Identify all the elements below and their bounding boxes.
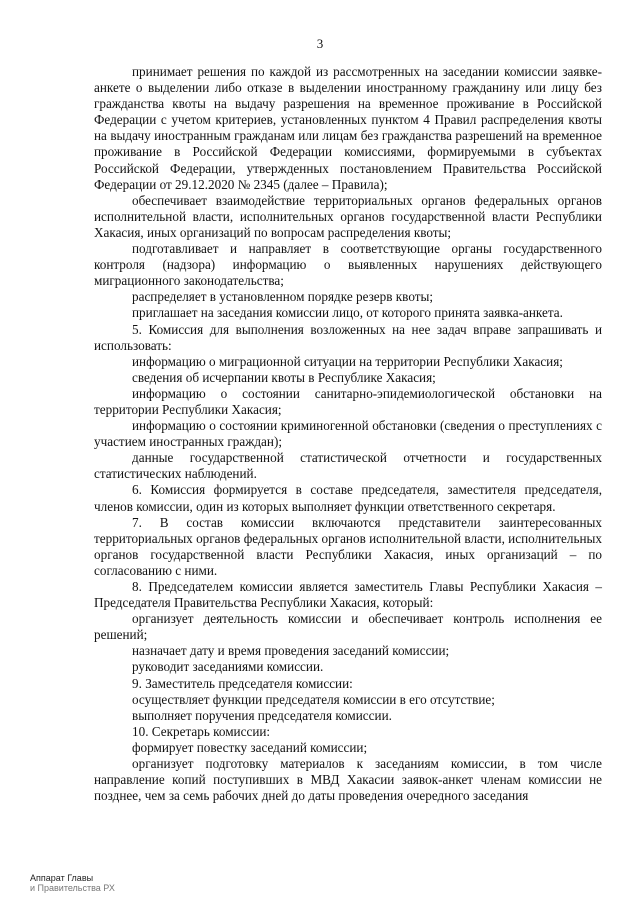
paragraph-leads: руководит заседаниями комиссии. — [132, 659, 324, 675]
paragraph-item-9: 9. Заместитель председателя комиссии: — [132, 675, 353, 691]
paragraph-quota-exhaustion: сведения об исчерпании квоты в Республике Хакасия; — [132, 369, 436, 385]
paragraph-crime-info: информацию о состоянии криминогенной обстановки (сведения о преступлениях с участием иностранных граждан); — [94, 418, 602, 450]
office-stamp — [30, 873, 115, 893]
paragraph-deputy-functions: осуществляет функции председателя комиссии в его отсутствие; — [132, 691, 495, 707]
paragraph-item-8: 8. Председателем комиссии является заместитель Главы Республики Хакасия – Председателя Правительства Республики Хакасия, который: — [94, 579, 602, 611]
paragraph-prepares: подготавливает и направляет в соответствующие органы государственного контроля (надзора) информацию о выявленных нарушениях действующего миграционного законодательства; — [94, 241, 602, 289]
paragraph-agenda: формирует повестку заседаний комиссии; — [132, 739, 368, 755]
paragraph-item-7: 7. В состав комиссии включаются представители заинтересованных территориальных органов федеральных органов исполнительной власти, исполнительных органов государственной власти Республики Хакасия, иных организаций – по согласованию с ними. — [94, 514, 602, 578]
paragraph-statistics: данные государственной статистической отчетности и государственных статистических наблюдений. — [94, 450, 602, 482]
paragraph-organizes: организует деятельность комиссии и обеспечивает контроль исполнения ее решений; — [94, 611, 602, 643]
document-body — [94, 64, 602, 804]
paragraph-deputy-orders: выполняет поручения председателя комиссии. — [132, 707, 392, 723]
paragraph-item-6: 6. Комиссия формируется в составе председателя, заместителя председателя, членов комиссии, один из которых выполняет функции ответственного секретаря. — [94, 482, 602, 514]
stamp-line-1: Аппарат Главы — [30, 873, 94, 883]
paragraph-interaction: обеспечивает взаимодействие территориальных органов федеральных органов исполнительной власти, исполнительных органов государственной власти Республики Хакасия, иных организаций по вопросам распределения квоты; — [94, 192, 602, 240]
paragraph-item-10: 10. Секретарь комиссии: — [132, 723, 271, 739]
paragraph-item-5: 5. Комиссия для выполнения возложенных на нее задач вправе запрашивать и использовать: — [94, 321, 602, 353]
stamp-line-2: и Правительства РХ — [30, 883, 115, 893]
paragraph-decisions: принимает решения по каждой из рассмотренных на заседании комиссии заявке-анкете о выделении либо отказе в выделении иностранному гражданину или лицу без гражданства квоты на выдачу разрешения на временное проживание в Российской Федерации с учетом критериев, установленных пунктом 4 Правил распределения квоты на выдачу иностранным гражданам или лицам без гражданства разрешений на временное проживание в Российской Федерации комиссиями, формируемыми в субъектах Российской Федерации, утвержденных постановлением Правительства Российской Федерации от 29.12.2020 № 2345 (далее – Правила); — [94, 64, 602, 192]
paragraph-schedules: назначает дату и время проведения заседаний комиссии; — [132, 643, 450, 659]
page-number: 3 — [316, 36, 324, 51]
paragraph-invites: приглашает на заседания комиссии лицо, от которого принята заявка-анкета. — [132, 305, 563, 321]
paragraph-sanitary-info: информацию о состоянии санитарно-эпидемиологической обстановки на территории Республики Хакасия; — [94, 385, 602, 417]
paragraph-reserve: распределяет в установленном порядке резерв квоты; — [132, 289, 434, 305]
paragraph-migration-info: информацию о миграционной ситуации на территории Республики Хакасия; — [132, 353, 563, 369]
paragraph-materials: организует подготовку материалов к заседаниям комиссии, в том числе направление копий поступивших в МВД Хакасии заявок-анкет членам комиссии не позднее, чем за семь рабочих дней до даты проведения очередного заседания — [94, 756, 602, 804]
